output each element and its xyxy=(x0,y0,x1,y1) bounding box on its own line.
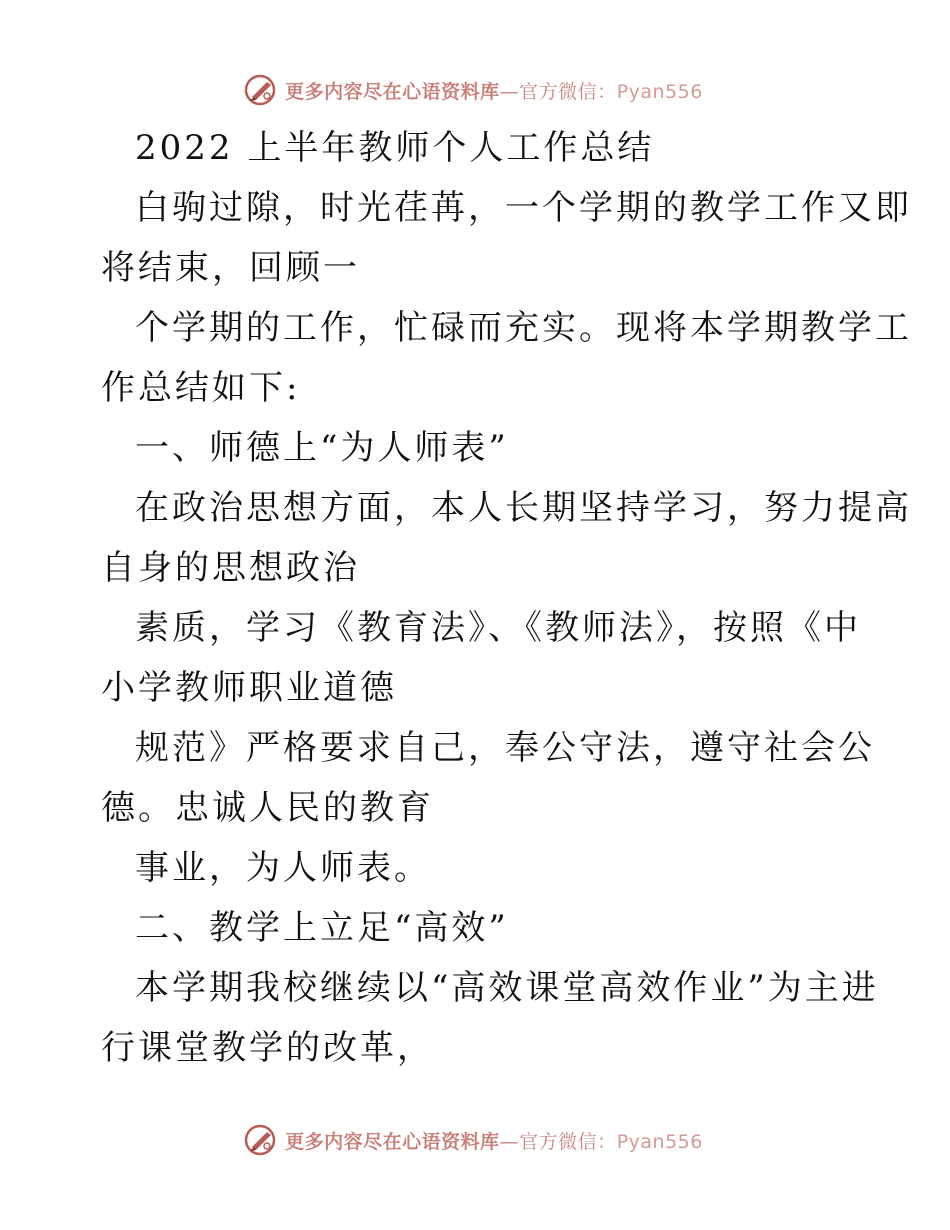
document-body xyxy=(101,118,912,1078)
paragraph-line: 作总结如下: xyxy=(101,368,301,408)
paragraph-line: 白驹过隙，时光荏苒，一个学期的教学工作又即 xyxy=(135,188,912,228)
section-heading: 二、教学上立足“高效” xyxy=(135,908,509,948)
header-banner-text xyxy=(285,77,703,104)
paragraph-line: 行课堂教学的改革， xyxy=(101,1028,434,1068)
document-title: 2022 上半年教师个人工作总结 xyxy=(135,128,655,168)
paragraph-line: 素质，学习《教育法》、《教师法》，按照《中 xyxy=(135,608,861,648)
section-heading: 一、师德上“为人师表” xyxy=(135,428,509,468)
pen-circle-logo-icon xyxy=(243,1122,279,1158)
paragraph-line: 个学期的工作，忙碌而充实。现将本学期教学工 xyxy=(135,308,912,348)
header-banner-inner xyxy=(243,72,703,108)
header-wechat-label: 官方微信： xyxy=(519,80,617,103)
footer-wechat-label: 官方微信： xyxy=(519,1130,617,1153)
paragraph-line: 小学教师职业道德 xyxy=(101,668,397,708)
header-banner xyxy=(0,70,950,110)
paragraph-line: 德。忠诚人民的教育 xyxy=(101,788,434,828)
paragraph-line: 将结束，回顾一 xyxy=(101,248,360,288)
footer-banner-text xyxy=(285,1127,703,1154)
paragraph-line: 事业，为人师表。 xyxy=(135,848,431,888)
header-dash: — xyxy=(499,80,520,103)
header-brand-text: 更多内容尽在心语资料库 xyxy=(285,80,500,103)
footer-brand-text: 更多内容尽在心语资料库 xyxy=(285,1130,500,1153)
paragraph-line: 自身的思想政治 xyxy=(101,548,360,588)
paragraph-line: 规范》严格要求自己，奉公守法，遵守社会公 xyxy=(135,728,875,768)
footer-banner xyxy=(0,1120,950,1160)
header-wechat-handle: Pyan556 xyxy=(616,80,703,103)
pen-circle-logo-icon xyxy=(243,72,279,108)
footer-dash: — xyxy=(499,1130,520,1153)
paragraph-line: 在政治思想方面，本人长期坚持学习，努力提高 xyxy=(135,488,912,528)
footer-banner-inner xyxy=(243,1122,703,1158)
footer-wechat-handle: Pyan556 xyxy=(616,1130,703,1153)
paragraph-line: 本学期我校继续以“高效课堂高效作业”为主进 xyxy=(135,968,879,1008)
